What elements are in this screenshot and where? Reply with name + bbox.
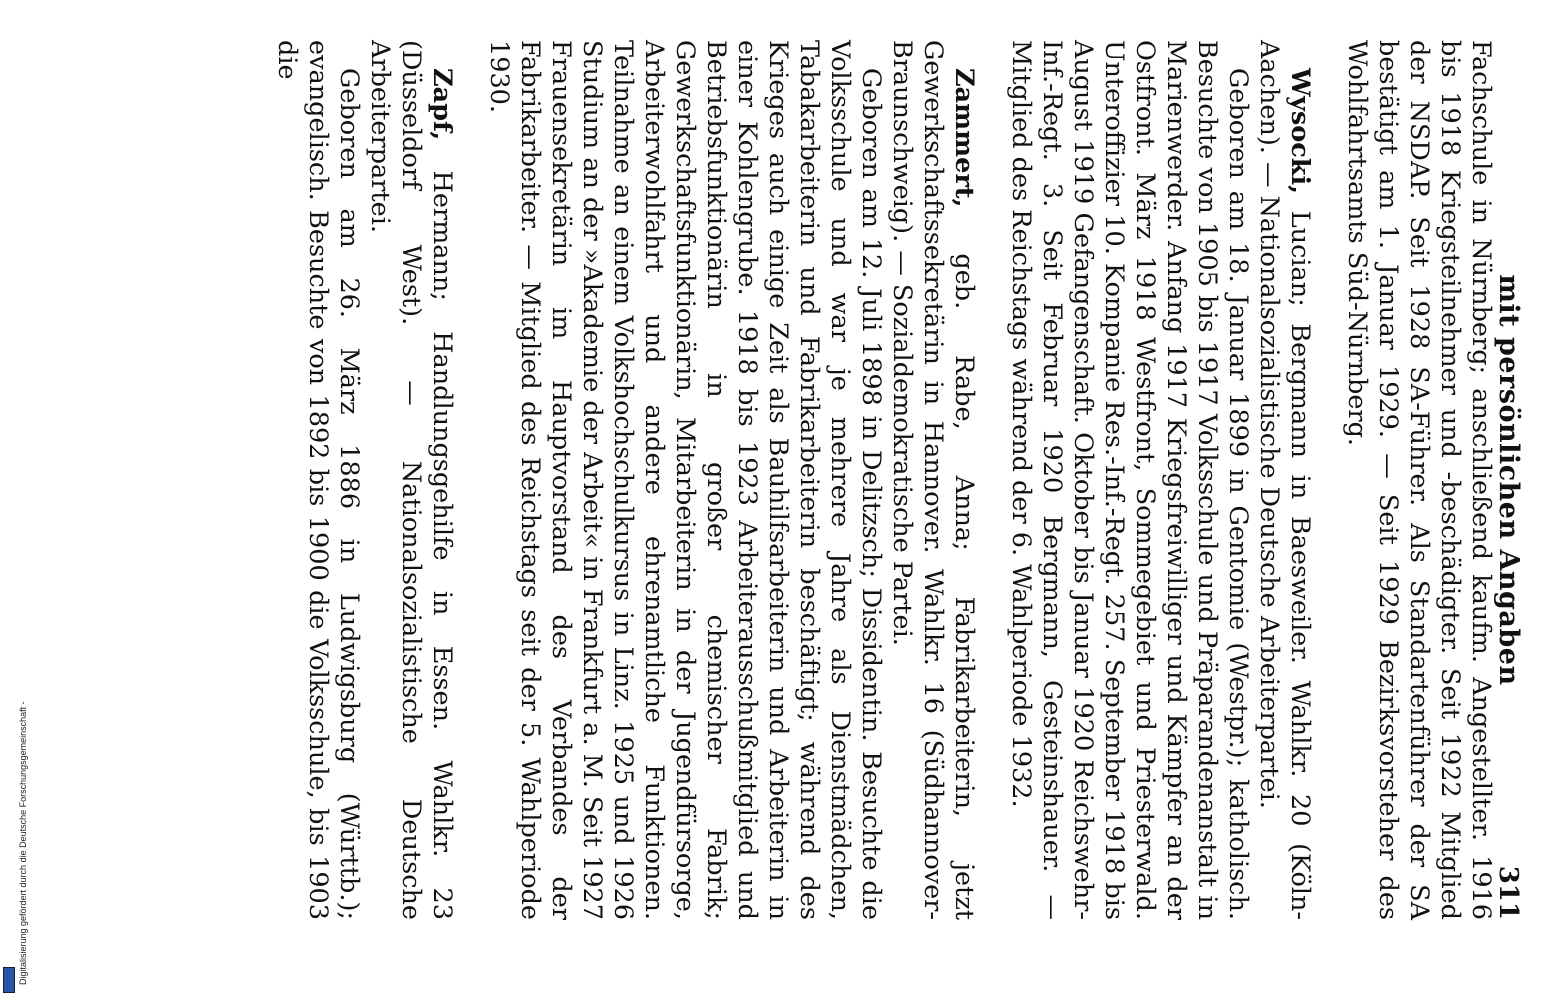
entry-continuation — [1341, 40, 1496, 920]
running-title: mit persönlichen Angaben — [1493, 274, 1524, 686]
entry-zapf — [271, 40, 457, 920]
entry-name: Zammert, — [949, 68, 979, 208]
entry-text: Fachschule in Nürnberg; anschließend kaufm. Angestellter. 1916 bis 1918 Kriegsteilnehmer und -beschädigter. Seit 1922 Mitglied der NSDAP. Seit 1928 SA-Führer. Als Standartenführer der SA bestätigt am 1. Januar 1929. — Seit 1929 Bezirksvorsteher des Wohlfahrtsamts Süd-Nürnberg. — [1342, 40, 1496, 920]
entry-wysocki — [1005, 40, 1315, 920]
entry-head-text: Lucian; Bergmann in Baesweiler. Wahlkr. 20 (Köln-Aachen). — Nationalsozialistische Deutsche Arbeiterpartei. — [1254, 40, 1315, 920]
entry-body: Geboren am 26. März 1886 in Ludwigsburg (Württb.); evangelisch. Besuchte von 1892 bis 1900 die Volksschule, bis 1903 die — [272, 40, 364, 920]
page-number: 311 — [1493, 865, 1523, 920]
entry-head-text: Hermann; Handlungsgehilfe in Essen. Wahlkr. 23 (Düsseldorf West). — Nationalsozialistische Deutsche Arbeiterpartei. — [365, 40, 457, 920]
digitization-credit: Digitalisierung gefördert durch die Deutsche Forschungsgemeinschaft - — [18, 701, 28, 985]
entry-body: Geboren am 12. Juli 1898 in Delitzsch; Dissidentin. Besuchte die Volksschule und war je mehrere Jahre als Dienstmädchen, Tabakarbeiterin und Fabrikarbeiterin beschäftigt; während des Krieges auch einige Zeit als Bauhilfsarbeiterin und Arbeiterin in einer Kohlengrube. 1918 bis 1923 Arbeiterausschußmitglied und Betriebsfunktionärin in großer chemischer Fabrik; Gewerkschaftsfunktionärin, Mitarbeiterin in der Jugendfürsorge, Arbeiterwohlfahrt und andere ehrenamtliche Funktionen. Teilnahme an einem Volkshochschulkursus in Linz. 1925 und 1926 Studium an der »Akademie der Arbeit« in Frankfurt a. M. Seit 1927 Frauensekretärin im Hauptvorstand des Verbandes der Fabrikarbeiter. — Mitglied des Reichstags seit der 5. Wahlperiode 1930. — [484, 40, 886, 920]
entry-head — [886, 40, 979, 920]
dfg-logo-icon — [3, 967, 15, 993]
entry-name: Zapf, — [427, 68, 457, 141]
entry-body: Geboren am 18. Januar 1899 in Gentomie (Westpr.); katholisch. Besuchte von 1905 bis 1917 Volksschule und Präparandenanstalt in Marienwerder. Anfang 1917 Kriegsfreiwilliger und Kämpfer an der Ostfront. März 1918 Westfront, Sommegebiet und Priesterwald. Unteroffizier 10. Kompanie Res.-Inf.-Regt. 257. September 1918 bis August 1919 Gefangenschaft. Oktober bis Januar 1920 Reichswehr-Inf.-Regt. 3. Seit Februar 1920 Bergmann, Gesteinshauer. — Mitglied des Reichstags während der 6. Wahlperiode 1932. — [1006, 40, 1253, 920]
entry-name: Wysocki, — [1285, 68, 1315, 195]
rotated-page — [272, 30, 1566, 930]
text-column — [271, 40, 1496, 920]
entry-zammert — [483, 40, 979, 920]
page-header — [1493, 40, 1566, 920]
entry-head — [1253, 40, 1315, 920]
entry-head — [364, 40, 457, 920]
entry-head-text: geb. Rabe, Anna; Fabrikarbeiterin, jetzt Gewerkschaftssekretärin in Hannover. Wahlkr. 16 (Südhannover-Braunschweig). — Sozialdemokratische Partei. — [887, 40, 979, 920]
